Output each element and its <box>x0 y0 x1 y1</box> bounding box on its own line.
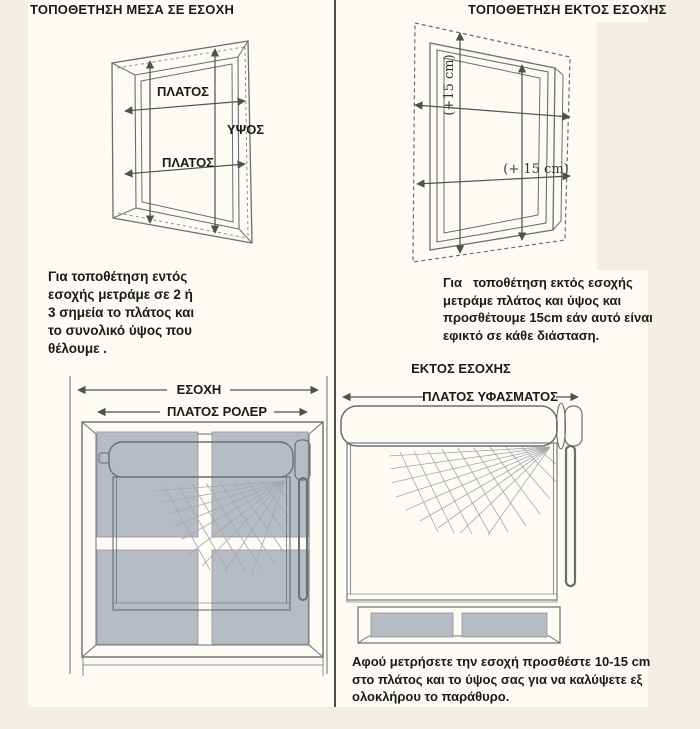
fabric-mesh-texture <box>388 447 558 535</box>
width-add-label: (+ 15 cm) <box>503 162 569 177</box>
top-right-margin <box>597 22 648 270</box>
height-label: ΥΨΟΣ <box>227 122 265 137</box>
width-label-bottom: ΠΛΑΤΟΣ <box>162 155 214 170</box>
note-line: εσοχής μετράμε σε 2 ή <box>48 287 193 302</box>
inside-recess-diagram <box>95 33 270 263</box>
note-line: θέλουμε . <box>48 341 108 356</box>
roller-width-label: ΠΛΑΤΟΣ ΡΟΛΕΡ <box>166 404 268 419</box>
note-line: ολοκλήρου το παράθυρο. <box>352 689 510 704</box>
note-outside-recess <box>443 274 653 344</box>
glass-pane <box>371 613 453 637</box>
outside-recess-diagram <box>403 18 588 270</box>
note-line: στο πλάτος και το ύψος σας για να καλύψετε εξ <box>352 671 643 687</box>
roller-in-recess-diagram <box>60 374 332 704</box>
roller-bracket <box>565 406 582 446</box>
window-bottom <box>358 607 560 643</box>
note-measure-add <box>352 653 650 706</box>
roller-tube <box>341 406 557 446</box>
note-line: 3 σημεία το πλάτος και <box>48 305 195 320</box>
fabric-width-label: ΠΛΑΤΟΣ ΥΦΑΣΜΑΤΟΣ <box>422 389 558 404</box>
note-inside-recess <box>48 268 194 358</box>
title-outside-recess: ΤΟΠΟΘΕΤΗΣΗ ΕΚΤΟΣ ΕΣΟΧΗΣ <box>468 2 667 17</box>
note-line: μετράμε πλάτος και ύψος και <box>443 292 622 308</box>
note-line: εφικτό σε κάθε διάσταση. <box>443 327 600 343</box>
height-add-label: (+15 cm) <box>442 54 457 116</box>
outside-recess-label: ΕΚΤΟΣ ΕΣΟΧΗΣ <box>411 361 511 376</box>
glass-pane <box>212 432 308 537</box>
note-line: Για τοποθέτηση εκτός εσοχής <box>443 275 633 290</box>
width-label-top: ΠΛΑΤΟΣ <box>157 84 209 99</box>
title-inside-recess: ΤΟΠΟΘΕΤΗΣΗ ΜΕΣΑ ΣΕ ΕΣΟΧΗ <box>30 2 235 17</box>
glass-pane <box>462 613 547 637</box>
center-divider <box>334 0 336 707</box>
note-line: Για τοποθέτηση εντός <box>48 269 188 284</box>
roller-blind <box>341 403 582 602</box>
chain-loop <box>566 446 575 586</box>
note-line: το συνολικό ύψος που <box>48 323 192 338</box>
blind-bottom-bar <box>347 594 557 602</box>
window-recess-drawing <box>112 41 252 243</box>
recess-label: ΕΣΟΧΗ <box>176 382 222 397</box>
window-outline-drawing <box>413 23 570 262</box>
glass-pane <box>212 550 308 644</box>
roller-end-cap <box>557 403 566 449</box>
roller-outside-recess-diagram <box>338 356 592 650</box>
note-line: Αφού μετρήσετε την εσοχή προσθέστε 10-15 cm <box>352 654 651 669</box>
note-line: προσθέτουμε 15cm εάν αυτό είναι <box>443 310 653 325</box>
glass-pane <box>97 550 198 644</box>
